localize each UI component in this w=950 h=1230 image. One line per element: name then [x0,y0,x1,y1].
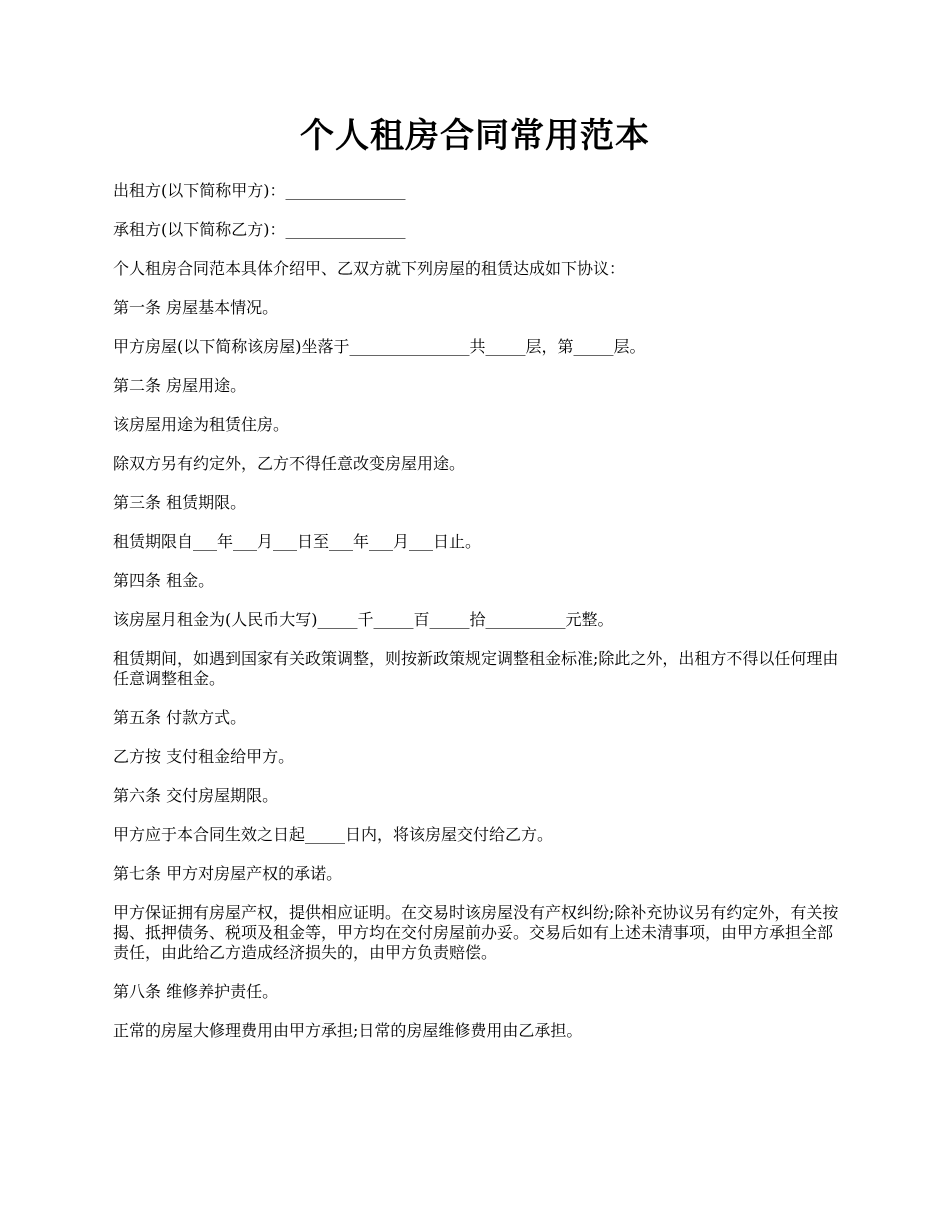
article-4-heading: 第四条 租金。 [113,571,215,590]
document-title: 个人租房合同常用范本 [300,116,650,156]
intro-paragraph: 个人租房合同范本具体介绍甲、乙双方就下列房屋的租赁达成如下协议： [113,259,626,278]
article-7-heading: 第七条 甲方对房屋产权的承诺。 [113,864,343,883]
article-8-text: 正常的房屋大修理费用由甲方承担;日常的房屋维修费用由乙承担。 [113,1021,583,1040]
article-5-heading: 第五条 付款方式。 [113,708,247,727]
article-7-text: 甲方保证拥有房屋产权，提供相应证明。在交易时该房屋没有产权纠纷;除补充协议另有约定外，有关按揭、抵押债务、税项及租金等，甲方均在交付房屋前办妥。交易后如有上述未清事项，由甲方承担全部责任，由此给乙方造成经济损失的，由甲方负责赔偿。 [113,903,839,962]
clause-lessee: 承租方(以下简称乙方)：_______________ [113,220,406,239]
article-1-heading: 第一条 房屋基本情况。 [113,298,279,317]
article-2-text-1: 该房屋用途为租赁住房。 [113,415,290,434]
article-4-text-2: 租赁期间，如遇到国家有关政策调整，则按新政策规定调整租金标准;除此之外，出租方不得以任何理由任意调整租金。 [113,649,839,688]
article-6-text: 甲方应于本合同生效之日起_____日内，将该房屋交付给乙方。 [113,825,554,844]
document-body [113,181,843,1060]
clause-lessor: 出租方(以下简称甲方)：_______________ [113,181,406,200]
article-8-heading: 第八条 维修养护责任。 [113,982,279,1001]
article-3-text: 租赁期限自___年___月___日至___年___月___日止。 [113,532,482,551]
article-5-text: 乙方按 支付租金给甲方。 [113,747,295,766]
article-2-heading: 第二条 房屋用途。 [113,376,247,395]
article-1-text: 甲方房屋(以下简称该房屋)坐落于_______________共_____层，第_____层。 [113,337,646,356]
article-6-heading: 第六条 交付房屋期限。 [113,786,279,805]
article-4-text-1: 该房屋月租金为(人民币大写)_____千_____百_____拾__________元整。 [113,610,614,629]
article-3-heading: 第三条 租赁期限。 [113,493,247,512]
article-2-text-2: 除双方另有约定外，乙方不得任意改变房屋用途。 [113,454,466,473]
